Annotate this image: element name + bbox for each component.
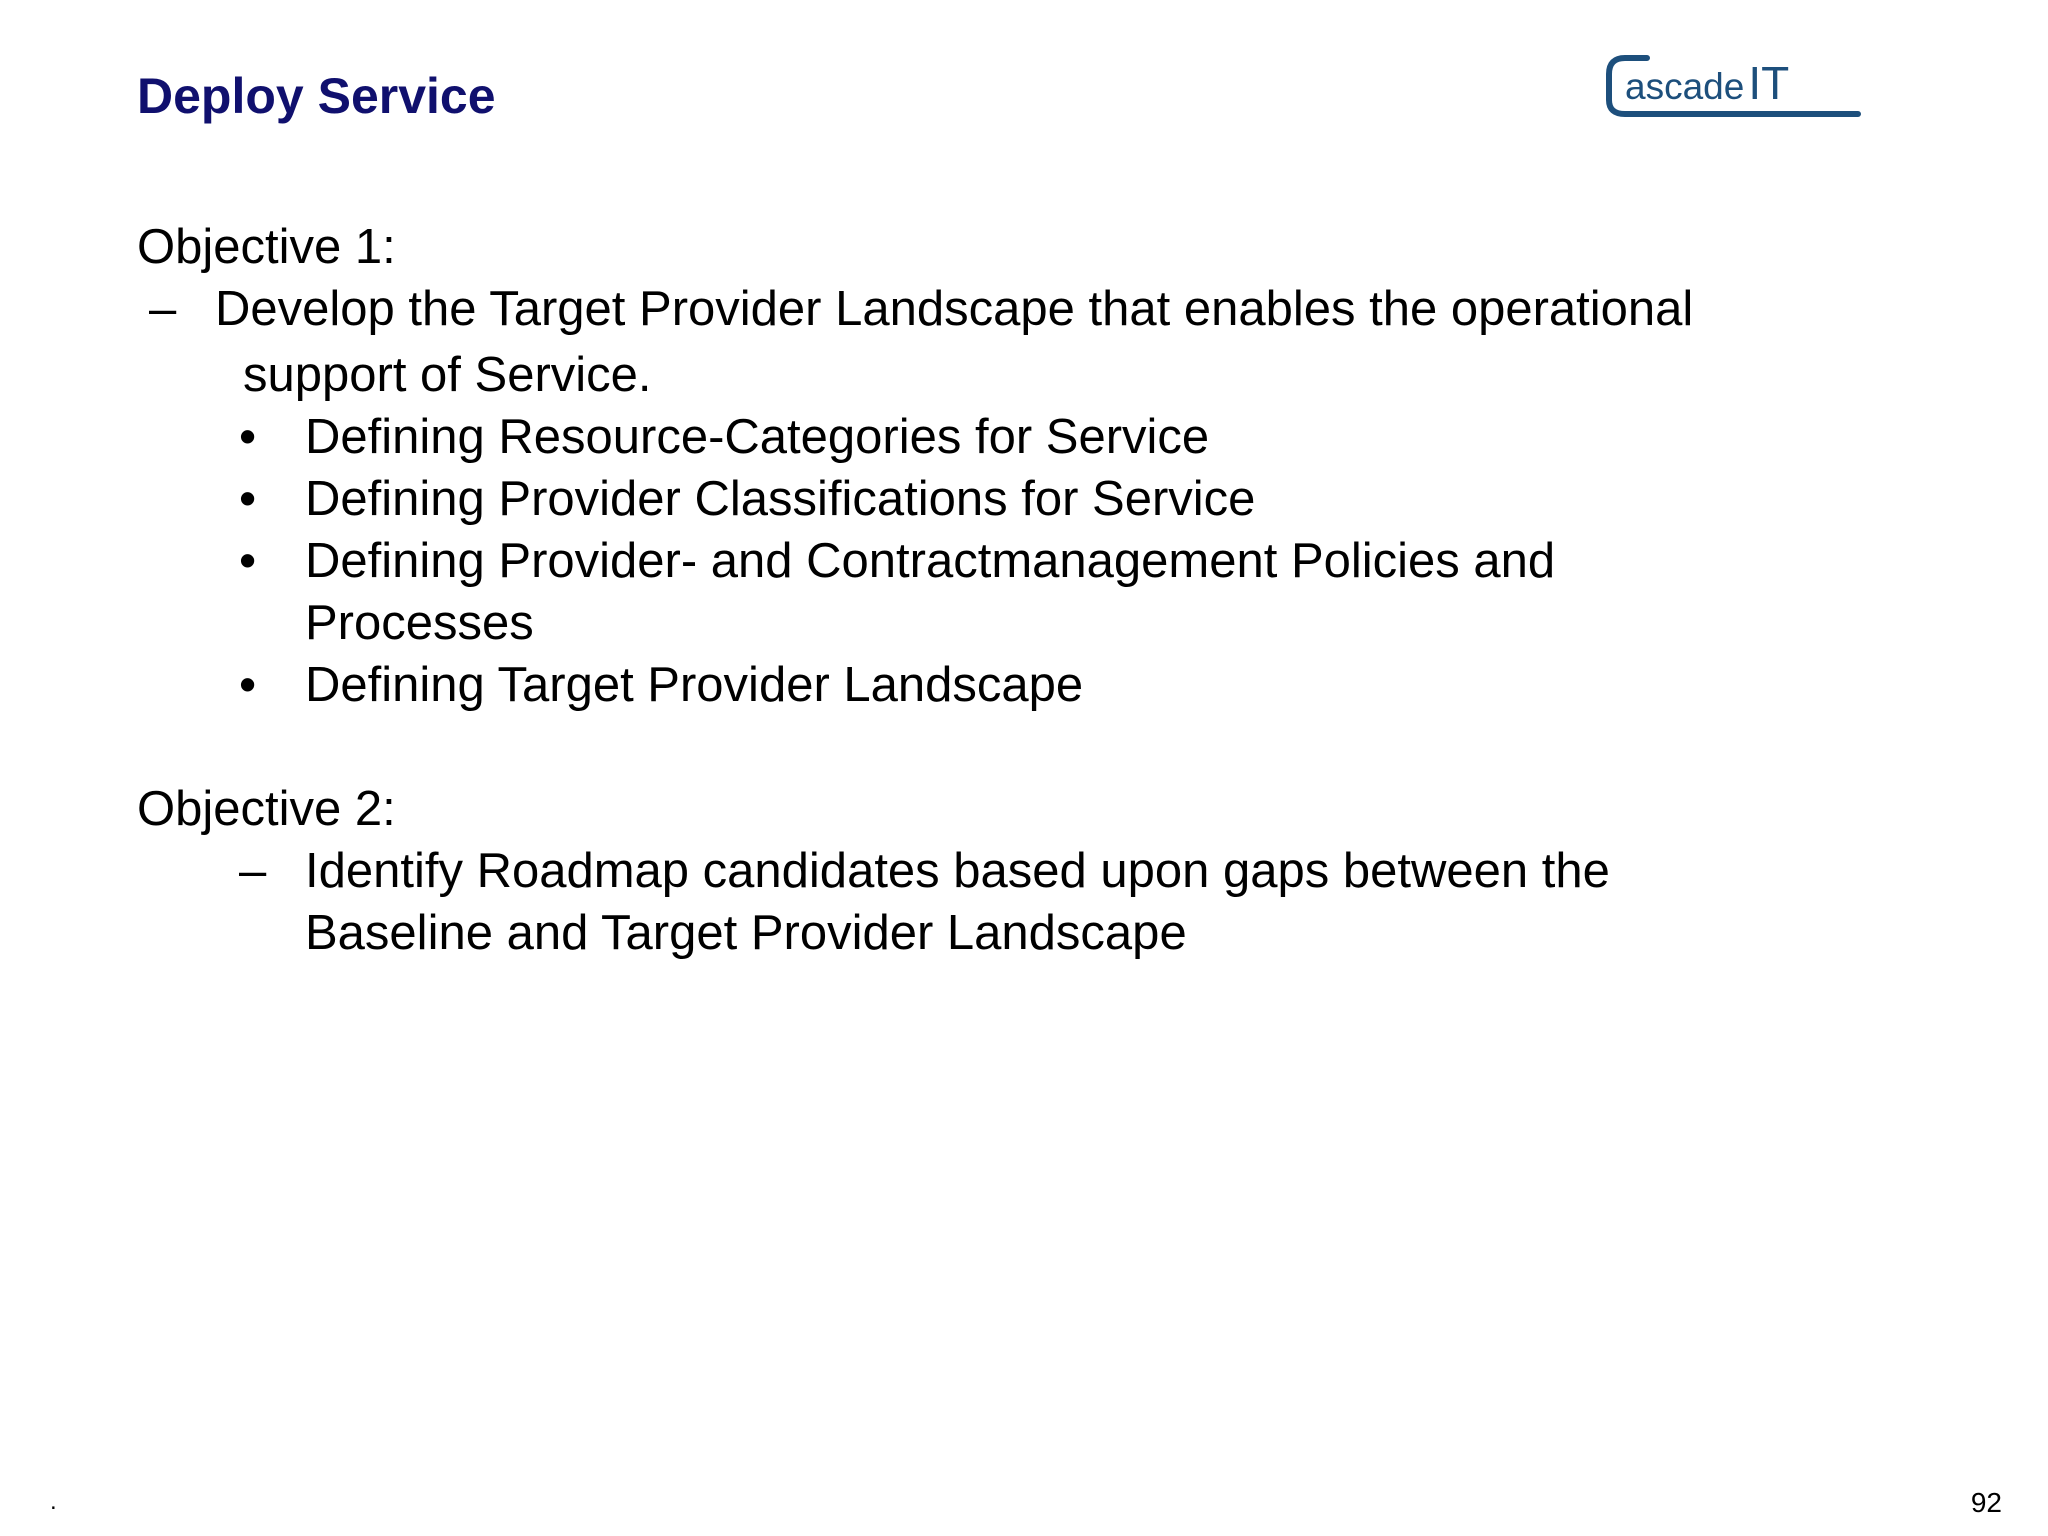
- bullet-item: [137, 654, 1877, 716]
- bullet-item: [137, 468, 1877, 530]
- objective2-item-line1: Identify Roadmap candidates based upon gaps between the: [305, 844, 1610, 898]
- page-number: 92: [1970, 1487, 2002, 1518]
- bullet-text: Defining Provider- and Contractmanagement Policies and: [305, 534, 1556, 588]
- objective2-item: [137, 840, 1877, 902]
- logo-text-main: ascade: [1625, 66, 1745, 107]
- bullet-text: Defining Target Provider Landscape: [305, 658, 1084, 712]
- bullet-text: Processes: [305, 596, 534, 650]
- objective1-label: Objective 1:: [137, 220, 396, 274]
- bullet-item-cont: [137, 592, 1877, 654]
- bullet-item: [137, 406, 1877, 468]
- logo-text-suffix: IT: [1748, 57, 1790, 109]
- logo-wordmark: [1625, 57, 1789, 109]
- objective2-item-line2: Baseline and Target Provider Landscape: [305, 906, 1187, 960]
- dash-marker: –: [149, 282, 177, 336]
- bullet-text: Defining Provider Classifications for Service: [305, 472, 1256, 526]
- objective2-label: Objective 2:: [137, 782, 396, 836]
- spacer: [137, 716, 1877, 778]
- objective1-item-line1: Develop the Target Provider Landscape that enables the operational: [215, 282, 1694, 336]
- bullet-marker: •: [239, 472, 257, 526]
- objective1-item-line2: support of Service.: [243, 348, 652, 402]
- objective2-label-line: [137, 778, 1877, 840]
- bullet-marker: •: [239, 410, 257, 464]
- dash-marker: –: [239, 844, 267, 898]
- slide-title: Deploy Service: [137, 68, 496, 124]
- bullet-marker: •: [239, 534, 257, 588]
- objective1-label-line: [137, 216, 1877, 278]
- objective1-item: [137, 278, 1877, 344]
- footer-dot: .: [50, 1488, 57, 1515]
- bullet-text: Defining Resource-Categories for Service: [305, 410, 1210, 464]
- objective1-item-cont: [137, 344, 1877, 406]
- bullet-item: [137, 530, 1877, 592]
- slide-body: [137, 216, 1877, 964]
- bullet-marker: •: [239, 658, 257, 712]
- objective2-item-cont: [137, 902, 1877, 964]
- cascade-it-logo: [1603, 52, 1863, 124]
